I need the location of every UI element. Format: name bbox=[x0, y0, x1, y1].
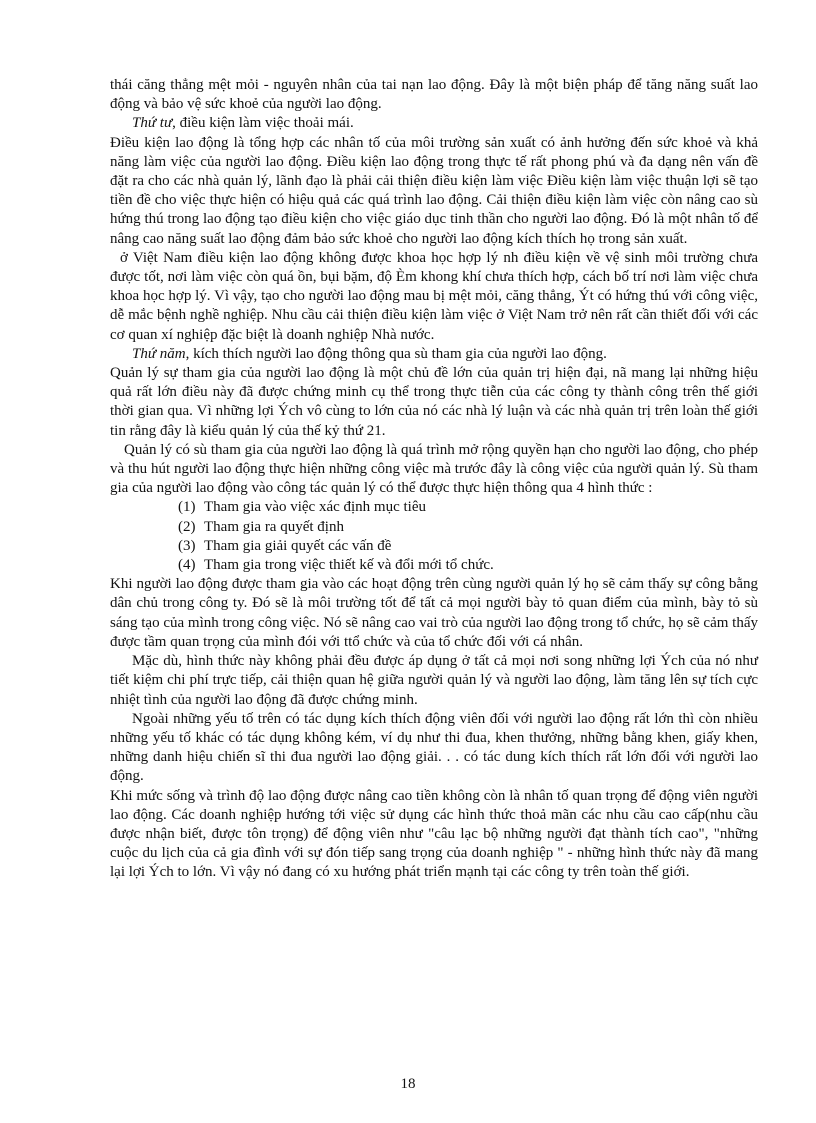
list-item bbox=[178, 537, 758, 556]
list-text: Tham gia vào việc xác định mục tiêu bbox=[204, 499, 427, 516]
list-item bbox=[178, 498, 758, 517]
paragraph: Khi người lao động được tham gia vào các hoạt động trên cùng người quản lý họ sẽ cảm thấy sự công bằng dân chủ trong công ty. Đó sẽ là môi trường tốt để tất cả mọi người bày tỏ quan điểm của mình, bày tỏ sù sáng tạo của mình trong công việc. Nó sẽ nâng cao vai trò của người lao động trong tổ chức, họ sẽ cảm thấy được tầm quan trọng của mình đói với ttổ chức và của tổ chức đối với cá nhân. bbox=[110, 576, 758, 650]
section-heading-fourth bbox=[110, 114, 758, 133]
paragraph: Ngoài những yếu tố trên có tác dụng kích thích động viên đối với người lao động rất lớn thì còn nhiều những yếu tố khác có tác dụng không kém, ví dụ như thi đua, khen thưởng, những bằng khen, giấy khen, những danh hiệu chiến sĩ thi đua người lao động giải. . . có tác dung kích thích rất lớn đối với người lao động. bbox=[110, 710, 758, 785]
list-number: (1) bbox=[178, 499, 196, 516]
page-number: 18 bbox=[400, 1076, 416, 1092]
paragraph: Quản lý sự tham gia của người lao động là một chủ đề lớn của quản trị hiện đại, nã mang lại những hiệu quả rất lớn điều này đã được chứng minh cụ thể trong thực tiễn của các công ty thành công trên thế giới thời gian qua. Vì những lợi Ých vô cùng to lớn của nó các nhà lý luận và các nhà quản trị trên loàn thế giới tin rằng đây là kiểu quản lý của thế kỷ thứ 21. bbox=[110, 365, 758, 439]
section-lead: Thứ năm bbox=[132, 345, 186, 362]
list-text: Tham gia giải quyết các vấn đề bbox=[204, 537, 392, 554]
paragraph: Khi mức sống và trình độ lao động được nâng cao tiền không còn là nhân tố quan trọng để động viên người lao động. Các doanh nghiệp hướng tới việc sử dụng các hình thức thoả mãn các nhu cầu cao cấp(nhu cầu được nhận biết, được tôn trọng) để động viên như "câu lạc bộ những người đạt thành tích cao", "những cuộc du lịch của cả gia đình với sự đón tiếp sang trọng của doanh nghiệp " - những hình thức này đã mang lại lợi Ých to lớn. Vì vậy nó đang có xu hướng phát triển mạnh tại các công ty trên toàn thế giới. bbox=[110, 787, 758, 881]
list-text: Tham gia trong việc thiết kế và đổi mới tổ chức. bbox=[204, 557, 494, 574]
list-text: Tham gia ra quyết định bbox=[204, 518, 344, 535]
list-number: (4) bbox=[178, 557, 196, 574]
section-lead: Thứ tư bbox=[132, 115, 173, 132]
section-rest: , điều kiện làm việc thoải mái. bbox=[172, 115, 354, 132]
paragraph: thái căng thẳng mệt mỏi - nguyên nhân của tai nạn lao động. Đây là một biện pháp để tăng năng suất lao động và bảo vệ sức khoẻ của người lao động. bbox=[110, 77, 758, 113]
paragraph: Điều kiện lao động là tổng hợp các nhân tố của môi trường sản xuất có ảnh hưởng đến sức khoẻ và khả năng làm việc của người lao động. Điều kiện lao động trong thực tế rất phong phú và đa dạng nên vấn đề đặt ra cho các nhà quản lý, lãnh đạo là phải cải thiện điều kiện làm việc Điều kiện làm việc thuận lợi sẽ tạo tiền đề cho việc thực hiện có hiệu quả các quá trình lao động. Cải thiện điều kiện làm việc còn nâng cao sù hứng thú trong lao động tạo điều kiện cho việc giáo dục tinh thần cho người lao động. Đó là một nhân tố để nâng cao năng suất lao động đảm bảo sức khoẻ cho người lao động kích thích họ trong sản xuất. bbox=[110, 134, 758, 247]
list-item bbox=[178, 556, 758, 575]
section-rest: , kích thích người lao động thông qua sù tham gia của người lao động. bbox=[185, 345, 607, 362]
list-number: (3) bbox=[178, 537, 196, 554]
paragraph: Quản lý có sù tham gia của người lao động là quá trình mở rộng quyền hạn cho người lao động, cho phép và thu hút người lao động thực hiện những công việc mà trước đây là công việc của người quản lý. Sù tham gia của người lao động vào công tác quản lý có thể được thực hiện thông qua 4 hình thức : bbox=[110, 441, 758, 497]
paragraph: ở Việt Nam điều kiện lao động không được khoa học hợp lý nh điều kiện về vệ sinh môi trường chưa được tốt, nơi làm việc còn quá ồn, bụi bặm, độ Èm khong khí chưa thích hợp, cách bố trí nơi làm việc chưa khoa học hợp lý. Vì vậy, tạo cho người lao động mau bị mệt mỏi, căng thẳng, Ýt có hứng thú với công việc, dễ mắc bệnh nghề nghiệp. Nhu cầu cải thiện điều kiện làm việc ở Việt Nam trở nên rất cần thiết đối với các cơ quan xí nghiệp đặc biệt là doanh nghiệp Nhà nước. bbox=[110, 249, 758, 343]
section-heading-fifth bbox=[110, 345, 758, 364]
document-page bbox=[110, 76, 758, 883]
list-number: (2) bbox=[178, 518, 196, 535]
participation-forms-list bbox=[110, 498, 758, 575]
paragraph: Mặc dù, hình thức này không phải đều được áp dụng ở tất cả mọi nơi song những lợi Ých của nó như tiết kiệm chi phí trực tiếp, cải thiện quan hệ giữa người quản lý và người lao động, làm tăng lên sự tích cực nhiệt tình của người lao động đã được chứng minh. bbox=[110, 653, 758, 708]
list-item bbox=[178, 518, 758, 537]
